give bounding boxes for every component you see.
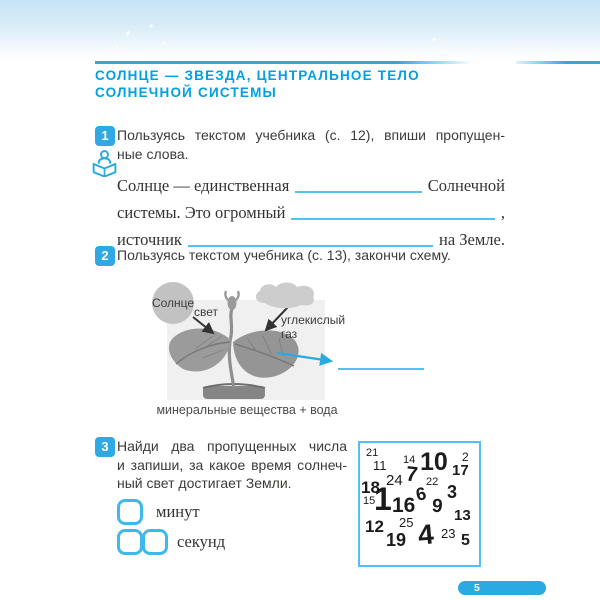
fill-line <box>117 196 505 223</box>
puzzle-number-17: 17 <box>452 462 469 479</box>
puzzle-number-22: 22 <box>426 476 439 488</box>
fill-line-after: на Земле. <box>439 230 505 249</box>
page-title <box>95 68 525 101</box>
page-title-line2: СОЛНЕЧНОЙ СИСТЕМЫ <box>95 84 277 100</box>
co2-label-line2: газ <box>281 326 298 341</box>
seconds-answer-row <box>117 529 225 555</box>
puzzle-number-19: 19 <box>386 530 407 550</box>
seconds-answer-box-2[interactable] <box>142 529 168 555</box>
minutes-answer-box[interactable] <box>117 499 143 525</box>
page-number-bar <box>458 581 546 595</box>
task-1-instruction-line2: ные слова. <box>117 145 189 162</box>
sparkle-icon <box>114 44 119 51</box>
task-2 <box>95 246 505 265</box>
puzzle-number-18: 18 <box>361 478 380 497</box>
header-rule-right <box>516 61 600 64</box>
sparkle-icon <box>430 36 437 45</box>
fill-line-before: Солнце — единственная <box>117 176 290 195</box>
cloud-icon <box>251 279 321 311</box>
seconds-answer-box-1[interactable] <box>117 529 143 555</box>
task-3-instruction-line2: и запиши, за какое время солнеч- <box>117 456 347 473</box>
sun-label: Солнце <box>151 296 195 310</box>
sparkle-icon <box>147 22 154 31</box>
puzzle-number-13: 13 <box>454 507 471 524</box>
sparkle-icon <box>123 29 131 40</box>
minutes-label: минут <box>156 502 200 521</box>
fill-line-after: Солнечной <box>427 176 505 195</box>
puzzle-number-1: 1 <box>374 481 392 517</box>
task-3-instruction-line3: ный свет достигает Земли. <box>117 475 292 491</box>
fill-line-before: системы. Это огромный <box>117 203 286 222</box>
fill-line-after: , <box>500 203 505 222</box>
puzzle-number-10: 10 <box>420 448 448 476</box>
puzzle-number-23: 23 <box>441 526 456 541</box>
puzzle-number-12: 12 <box>365 517 384 536</box>
puzzle-number-16: 16 <box>392 494 416 517</box>
puzzle-number-6: 6 <box>414 483 428 505</box>
minerals-water-caption: минеральные вещества + вода <box>156 403 338 417</box>
reader-icon <box>90 148 119 177</box>
page-title-line1: СОЛНЦЕ — ЗВЕЗДА, ЦЕНТРАЛЬНОЕ ТЕЛО <box>95 68 420 83</box>
task-3-instruction-line1: Найди два пропущенных числа <box>117 438 347 454</box>
seconds-label: секунд <box>177 532 226 551</box>
puzzle-number-9: 9 <box>431 495 444 518</box>
puzzle-number-14: 14 <box>403 454 416 466</box>
puzzle-number-11: 11 <box>373 458 387 473</box>
puzzle-number-25: 25 <box>399 515 414 530</box>
puzzle-number-4: 4 <box>416 518 435 551</box>
puzzle-number-24: 24 <box>386 472 403 489</box>
answer-blank[interactable] <box>295 191 421 193</box>
answer-blank[interactable] <box>291 218 494 220</box>
number-puzzle-box <box>358 441 481 567</box>
diagram-answer-blank[interactable] <box>338 354 424 370</box>
task-1-instruction-line1: Пользуясь текстом учебника (с. 12), впиши пропущен- <box>117 127 505 143</box>
co2-label-line1: углекислый <box>281 313 346 327</box>
sparkle-icon <box>139 51 144 58</box>
task-1-badge: 1 <box>95 126 115 146</box>
puzzle-number-2: 2 <box>462 450 469 464</box>
photosynthesis-diagram <box>95 276 505 418</box>
task-3-badge: 3 <box>95 437 115 457</box>
sparkle-icon <box>444 49 449 56</box>
fill-line-before: источник <box>117 230 182 249</box>
puzzle-number-3: 3 <box>447 482 458 502</box>
task-1 <box>95 126 505 250</box>
sun-circle <box>152 282 194 324</box>
task-1-fill-text <box>117 169 505 250</box>
sparkle-icon <box>160 39 167 48</box>
minutes-answer-row <box>117 499 200 525</box>
puzzle-number-21: 21 <box>366 447 379 459</box>
puzzle-number-15: 15 <box>363 495 376 507</box>
light-label: свет <box>194 305 219 319</box>
task-2-badge: 2 <box>95 246 115 266</box>
fill-line <box>117 169 505 196</box>
top-banner <box>0 0 600 61</box>
page-number: 5 <box>474 582 480 594</box>
co2-label <box>281 314 345 341</box>
header-rule-left <box>95 61 473 64</box>
puzzle-number-7: 7 <box>404 462 419 487</box>
puzzle-number-5: 5 <box>461 532 470 549</box>
task-2-instruction: Пользуясь текстом учебника (с. 13), закончи схему. <box>117 247 451 263</box>
